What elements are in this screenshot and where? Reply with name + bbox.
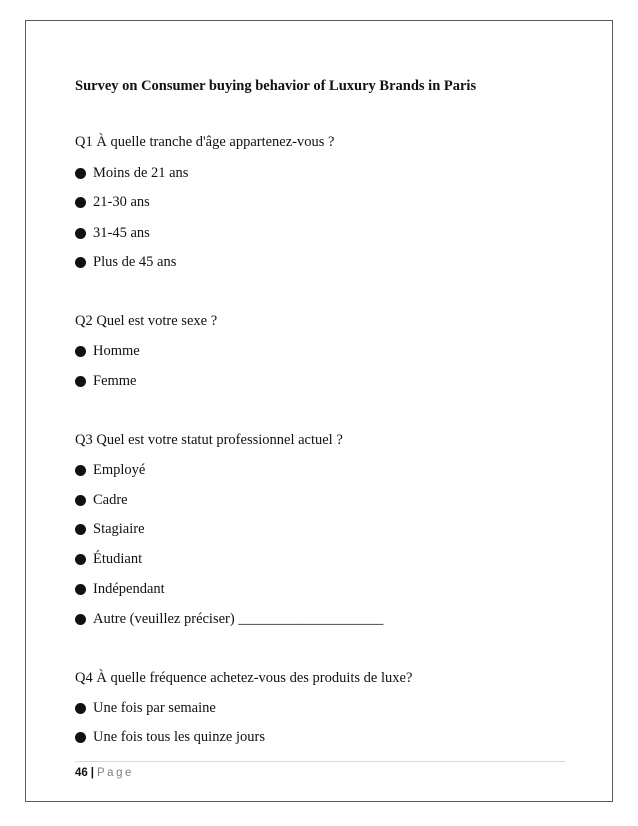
q1-option-1[interactable] bbox=[75, 165, 188, 182]
q4-option-2[interactable] bbox=[75, 729, 265, 746]
footer-separator: | bbox=[90, 767, 95, 779]
radio-bullet-icon bbox=[75, 376, 86, 387]
q1-option-4[interactable] bbox=[75, 254, 176, 271]
radio-bullet-icon bbox=[75, 614, 86, 625]
page-footer bbox=[75, 767, 134, 779]
q1-option-2[interactable] bbox=[75, 194, 150, 211]
q2-option-1[interactable] bbox=[75, 343, 140, 360]
radio-bullet-icon bbox=[75, 257, 86, 268]
q3-option-2[interactable] bbox=[75, 492, 128, 509]
q3-option-4[interactable] bbox=[75, 551, 142, 568]
q2-option-2[interactable] bbox=[75, 373, 137, 390]
radio-bullet-icon bbox=[75, 524, 86, 535]
option-label: Cadre bbox=[93, 492, 128, 508]
option-label: Homme bbox=[93, 343, 140, 359]
radio-bullet-icon bbox=[75, 465, 86, 476]
radio-bullet-icon bbox=[75, 346, 86, 357]
option-label: Autre (veuillez préciser) ____________________ bbox=[93, 611, 384, 627]
option-label: Stagiaire bbox=[93, 521, 145, 537]
q3-option-1[interactable] bbox=[75, 462, 145, 479]
survey-title: Survey on Consumer buying behavior of Luxury Brands in Paris bbox=[75, 78, 477, 94]
q4-option-1[interactable] bbox=[75, 700, 216, 717]
page-label: Page bbox=[97, 767, 134, 779]
question-1: Q1 À quelle tranche d'âge appartenez-vous ? bbox=[75, 134, 335, 150]
q1-option-3[interactable] bbox=[75, 225, 150, 242]
option-label: Moins de 21 ans bbox=[93, 165, 189, 181]
q3-option-6[interactable] bbox=[75, 611, 383, 628]
page-number: 46 bbox=[75, 767, 88, 779]
radio-bullet-icon bbox=[75, 228, 86, 239]
option-label: 21-30 ans bbox=[93, 194, 150, 210]
option-label: Une fois tous les quinze jours bbox=[93, 729, 265, 745]
q3-option-3[interactable] bbox=[75, 521, 145, 538]
option-label: Indépendant bbox=[93, 581, 165, 597]
option-label: Employé bbox=[93, 462, 146, 478]
option-label: Étudiant bbox=[93, 551, 143, 567]
footer-divider bbox=[75, 761, 565, 762]
q3-option-5[interactable] bbox=[75, 581, 165, 598]
option-label: Une fois par semaine bbox=[93, 700, 216, 716]
question-2: Q2 Quel est votre sexe ? bbox=[75, 313, 218, 329]
question-4: Q4 À quelle fréquence achetez-vous des produits de luxe? bbox=[75, 670, 413, 686]
question-3: Q3 Quel est votre statut professionnel actuel ? bbox=[75, 432, 343, 448]
radio-bullet-icon bbox=[75, 554, 86, 565]
radio-bullet-icon bbox=[75, 168, 86, 179]
option-label: Femme bbox=[93, 373, 137, 389]
option-label: Plus de 45 ans bbox=[93, 254, 177, 270]
radio-bullet-icon bbox=[75, 703, 86, 714]
radio-bullet-icon bbox=[75, 197, 86, 208]
radio-bullet-icon bbox=[75, 732, 86, 743]
option-label: 31-45 ans bbox=[93, 225, 150, 241]
radio-bullet-icon bbox=[75, 495, 86, 506]
radio-bullet-icon bbox=[75, 584, 86, 595]
